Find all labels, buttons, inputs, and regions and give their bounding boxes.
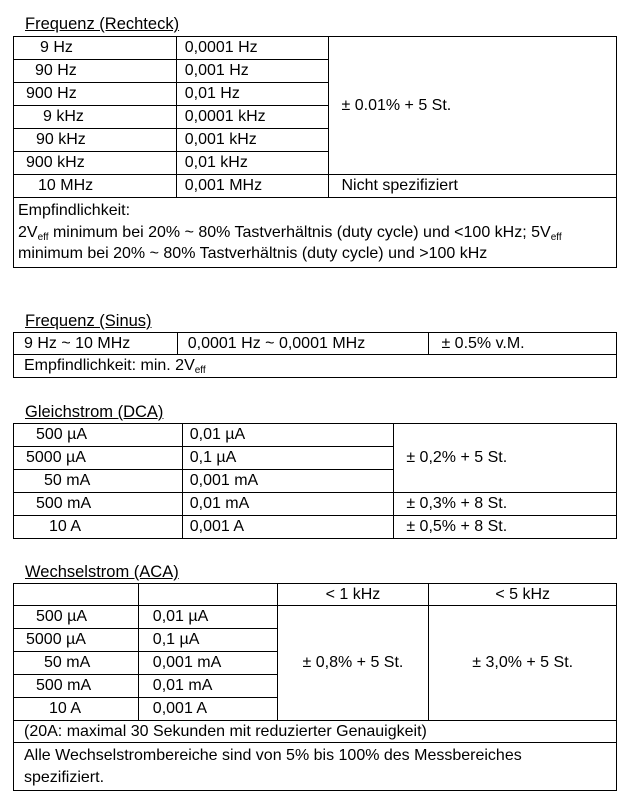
aca-resolution: 0,1 µA (138, 629, 277, 652)
aca-resolution: 0,001 A (138, 698, 277, 721)
dca-resolution: 0,1 µA (182, 447, 394, 470)
note-text: minimum bei 20% ~ 80% Tastverhältnis (duty cycle) und >100 kHz (18, 245, 488, 262)
dca-accuracy: ± 0,5% + 8 St. (394, 516, 617, 539)
aca-range: 500 µA (14, 606, 139, 629)
aca-header-1khz: < 1 kHz (277, 584, 429, 606)
freq-sine-range: 9 Hz ~ 10 MHz (14, 333, 178, 355)
aca-header-5khz: < 5 kHz (429, 584, 617, 606)
freq-rect-resolution: 0,01 kHz (176, 152, 328, 175)
aca-accuracy-1khz: ± 0,8% + 5 St. (277, 606, 429, 721)
aca-resolution: 0,001 mA (138, 652, 277, 675)
aca-resolution: 0,01 µA (138, 606, 277, 629)
note-subscript: eff (37, 231, 49, 243)
dca-range: 500 mA (14, 493, 183, 516)
freq-rect-range: 90 kHz (14, 129, 177, 152)
aca-range: 10 A (14, 698, 139, 721)
freq-rect-range: 9 Hz (14, 37, 177, 60)
aca-header-empty (14, 584, 139, 606)
freq-rect-sensitivity-note (14, 198, 617, 268)
note-subscript: eff (550, 231, 562, 243)
freq-rect-range: 90 Hz (14, 60, 177, 83)
note-heading: Empfindlichkeit: (18, 202, 131, 219)
section-title-dca: Gleichstrom (DCA) (25, 403, 164, 421)
aca-ranges-note: Alle Wechselstrombereiche sind von 5% bis 100% des Messbereiches spezifiziert. (14, 743, 617, 791)
freq-sine-table (13, 332, 617, 378)
note-text: minimum bei 20% ~ 80% Tastverhältnis (duty cycle) und <100 kHz; 5V (48, 223, 551, 241)
aca-range: 500 mA (14, 675, 139, 698)
freq-rect-resolution: 0,0001 Hz (176, 37, 328, 60)
dca-resolution: 0,001 mA (182, 470, 394, 493)
aca-accuracy-5khz: ± 3,0% + 5 St. (429, 606, 617, 721)
freq-rect-range: 900 Hz (14, 83, 177, 106)
freq-sine-resolution: 0,0001 Hz ~ 0,0001 MHz (177, 333, 429, 355)
aca-table (13, 583, 617, 791)
section-title-freq-rect: Frequenz (Rechteck) (25, 15, 180, 33)
freq-rect-resolution: 0,01 Hz (176, 83, 328, 106)
freq-sine-sensitivity-note (14, 355, 617, 378)
freq-rect-resolution: 0,0001 kHz (176, 106, 328, 129)
dca-range: 50 mA (14, 470, 183, 493)
dca-resolution: 0,01 mA (182, 493, 394, 516)
aca-range: 50 mA (14, 652, 139, 675)
note-subscript: eff (194, 365, 206, 376)
aca-range: 5000 µA (14, 629, 139, 652)
section-title-freq-sine: Frequenz (Sinus) (25, 312, 152, 330)
dca-table (13, 423, 617, 539)
freq-rect-range: 9 kHz (14, 106, 177, 129)
freq-rect-resolution: 0,001 kHz (176, 129, 328, 152)
dca-resolution: 0,001 A (182, 516, 394, 539)
note-text: 2V (18, 223, 38, 241)
freq-rect-range: 900 kHz (14, 152, 177, 175)
dca-accuracy: ± 0,3% + 8 St. (394, 493, 617, 516)
dca-accuracy: ± 0,2% + 5 St. (394, 424, 617, 493)
freq-rect-accuracy: ± 0.01% + 5 St. (328, 37, 617, 175)
dca-range: 10 A (14, 516, 183, 539)
aca-20a-note: (20A: maximal 30 Sekunden mit reduzierter Genauigkeit) (14, 721, 617, 743)
freq-rect-accuracy-unspecified: Nicht spezifiziert (328, 175, 617, 198)
dca-range: 500 µA (14, 424, 183, 447)
dca-range: 5000 µA (14, 447, 183, 470)
freq-rect-resolution: 0,001 Hz (176, 60, 328, 83)
freq-rect-range: 10 MHz (14, 175, 177, 198)
aca-resolution: 0,01 mA (138, 675, 277, 698)
freq-rect-resolution: 0,001 MHz (176, 175, 328, 198)
freq-sine-accuracy: ± 0.5% v.M. (429, 333, 617, 355)
note-text: Empfindlichkeit: min. 2V (24, 357, 195, 374)
freq-rect-table (13, 36, 617, 268)
section-title-aca: Wechselstrom (ACA) (25, 563, 179, 581)
dca-resolution: 0,01 µA (182, 424, 394, 447)
aca-header-empty (138, 584, 277, 606)
